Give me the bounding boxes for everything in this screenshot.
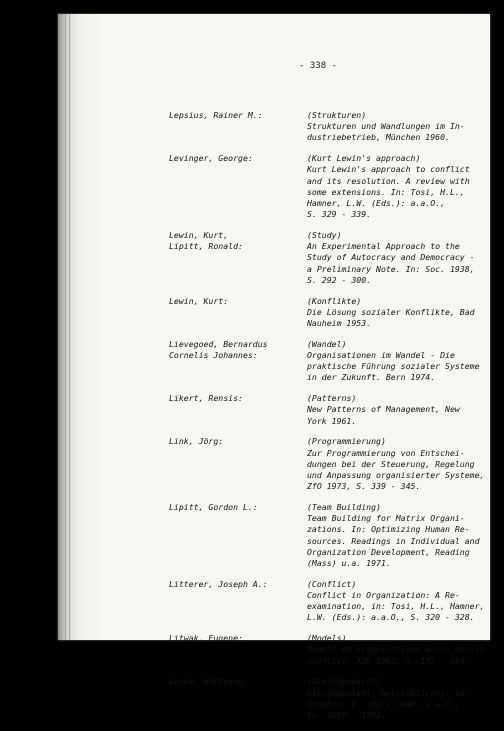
entry-citation-line: Study of Autocracy and Democracy -: [307, 252, 475, 263]
entry-citation: [307, 579, 489, 624]
entry-citation-line: Organisationen im Wandel - Die: [307, 350, 455, 361]
entry-citation-line: and its resolution. A review with: [307, 175, 470, 186]
entry-short-title: (Konflikte): [307, 295, 362, 306]
entry-citation-line: An Experimental Approach to the: [307, 241, 460, 252]
binding-edge-line: [65, 14, 66, 640]
bibliography-entry: [169, 153, 489, 220]
bibliography-entry: [169, 339, 489, 384]
entry-citation-line: Team Building for Matrix Organi-: [307, 513, 465, 524]
bibliography-entry: [169, 579, 489, 624]
entry-citation-line: sources. Readings in Individual and: [307, 535, 480, 546]
entry-citation: [307, 110, 489, 144]
entry-citation-line: conflict, AJS 1961, S. 177 - 184.: [307, 655, 470, 666]
entry-citation-line: dungen bei der Steuerung, Regelung: [307, 458, 475, 469]
entry-short-title: (Conflict): [307, 578, 357, 589]
entry-citation-line: a Preliminary Note. In: Soc. 1938,: [307, 263, 475, 274]
entry-author: Likert, Rensis:: [169, 393, 243, 404]
entry-author: Lievegoed, Bernardus Cornelis Johannes:: [169, 338, 268, 361]
entry-citation-line: (Mass) u.a. 1971.: [307, 558, 391, 569]
entry-citation-line: Nauheim 1953.: [307, 318, 372, 329]
entry-citation-line: examination, in: Tosi, H.L., Hamner,: [307, 601, 485, 612]
bibliography-entry: [169, 633, 489, 667]
document-page: [58, 14, 490, 721]
entry-citation: [307, 296, 489, 330]
entry-citation-line: Zur Programmierung von Entschei-: [307, 447, 465, 458]
entry-author: Litwak, Eugene:: [169, 633, 243, 644]
entry-citation: [307, 436, 489, 492]
entry-citation-line: New Patterns of Management, New: [307, 404, 460, 415]
entry-citation-line: York 1961.: [307, 415, 357, 426]
entry-short-title: (Wandel): [307, 338, 347, 349]
entry-citation-line: praktische Führung sozialer Systeme: [307, 361, 480, 372]
bibliography-entry: [169, 436, 489, 492]
entry-citation-line: S. 329 - 339.: [307, 209, 372, 220]
entry-author: Lewin, Kurt, Lipitt, Ronald:: [169, 230, 243, 252]
page-number: - 338 -: [299, 61, 337, 71]
entry-citation-line: und Anpassung organisierter Systeme,: [307, 470, 485, 481]
entry-citation-line: Kurt Lewin's approach to conflict: [307, 164, 470, 175]
bibliography-entry: [169, 502, 489, 569]
bibliography-entry: [169, 230, 489, 286]
entry-citation: [307, 502, 489, 569]
entry-author: Lücke, Wolfgang:: [169, 676, 248, 687]
entry-short-title: (Team Building): [307, 502, 381, 513]
entry-short-title: (Kurt Lewin's approach): [307, 153, 421, 164]
entry-citation-line: in der Zukunft. Bern 1974.: [307, 372, 436, 383]
entry-short-title: (Gleichgewicht): [307, 676, 381, 687]
entry-author: Lipitt, Gordon L.:: [169, 502, 258, 513]
entry-citation: [307, 393, 489, 427]
entry-citation-line: Models of organizations which permit: [307, 644, 485, 655]
entry-citation: [307, 339, 489, 384]
bibliography-list: [169, 110, 489, 731]
entry-citation-line: Conflict in Organization: A Re-: [307, 590, 460, 601]
entry-citation: [307, 153, 489, 220]
entry-author: Link, Jörg:: [169, 436, 224, 447]
entry-citation-line: Grochla, E. (Hg.): HWO, a.a.O.,: [307, 698, 460, 709]
entry-citation-line: some extensions. In: Tosi, H.L.,: [307, 186, 465, 197]
entry-citation-line: Gleichgewicht, betriebliches. In:: [307, 687, 470, 698]
entry-citation-line: Organization Development, Reading: [307, 546, 470, 557]
bibliography-entry: [169, 393, 489, 427]
entry-citation: [307, 230, 489, 286]
entry-citation-line: zations. In: Optimizing Human Re-: [307, 524, 470, 535]
entry-short-title: (Strukturen): [307, 110, 367, 120]
entry-short-title: (Models): [307, 633, 347, 644]
binding-edge-line: [69, 14, 70, 640]
binding-edge-line: [61, 14, 62, 640]
entry-citation-line: Die Lösung sozialer Konflikte, Bad: [307, 306, 475, 317]
entry-author: Lepsius, Rainer M.:: [169, 110, 263, 120]
entry-citation-line: Strukturen und Wandlungen im In-: [307, 121, 465, 132]
entry-citation-line: ZfO 1973, S. 339 - 345.: [307, 481, 421, 492]
entry-author: Levinger, George:: [169, 153, 253, 164]
entry-citation-line: dustriebetrieb, München 1960.: [307, 132, 450, 143]
entry-short-title: (Programmierung): [307, 436, 386, 447]
entry-citation: [307, 633, 489, 667]
entry-citation-line: S. 292 - 300.: [307, 274, 372, 285]
bibliography-entry: [169, 110, 489, 144]
entry-short-title: (Patterns): [307, 393, 357, 404]
entry-author: Litterer, Joseph A.:: [169, 578, 268, 589]
entry-citation-line: Sp. 1697 - 1708.: [307, 710, 386, 721]
entry-short-title: (Study): [307, 230, 342, 241]
bibliography-entry: [169, 676, 489, 721]
entry-citation-line: L.W. (Eds.): a.a.O., S. 320 - 328.: [307, 612, 475, 623]
entry-citation-line: Hamner, L.W. (Eds.): a.a.O.,: [307, 198, 446, 209]
bibliography-entry: [169, 296, 489, 330]
entry-citation: [307, 676, 489, 721]
page-binding-edge: [58, 14, 102, 640]
entry-author: Lewin, Kurt:: [169, 295, 229, 306]
